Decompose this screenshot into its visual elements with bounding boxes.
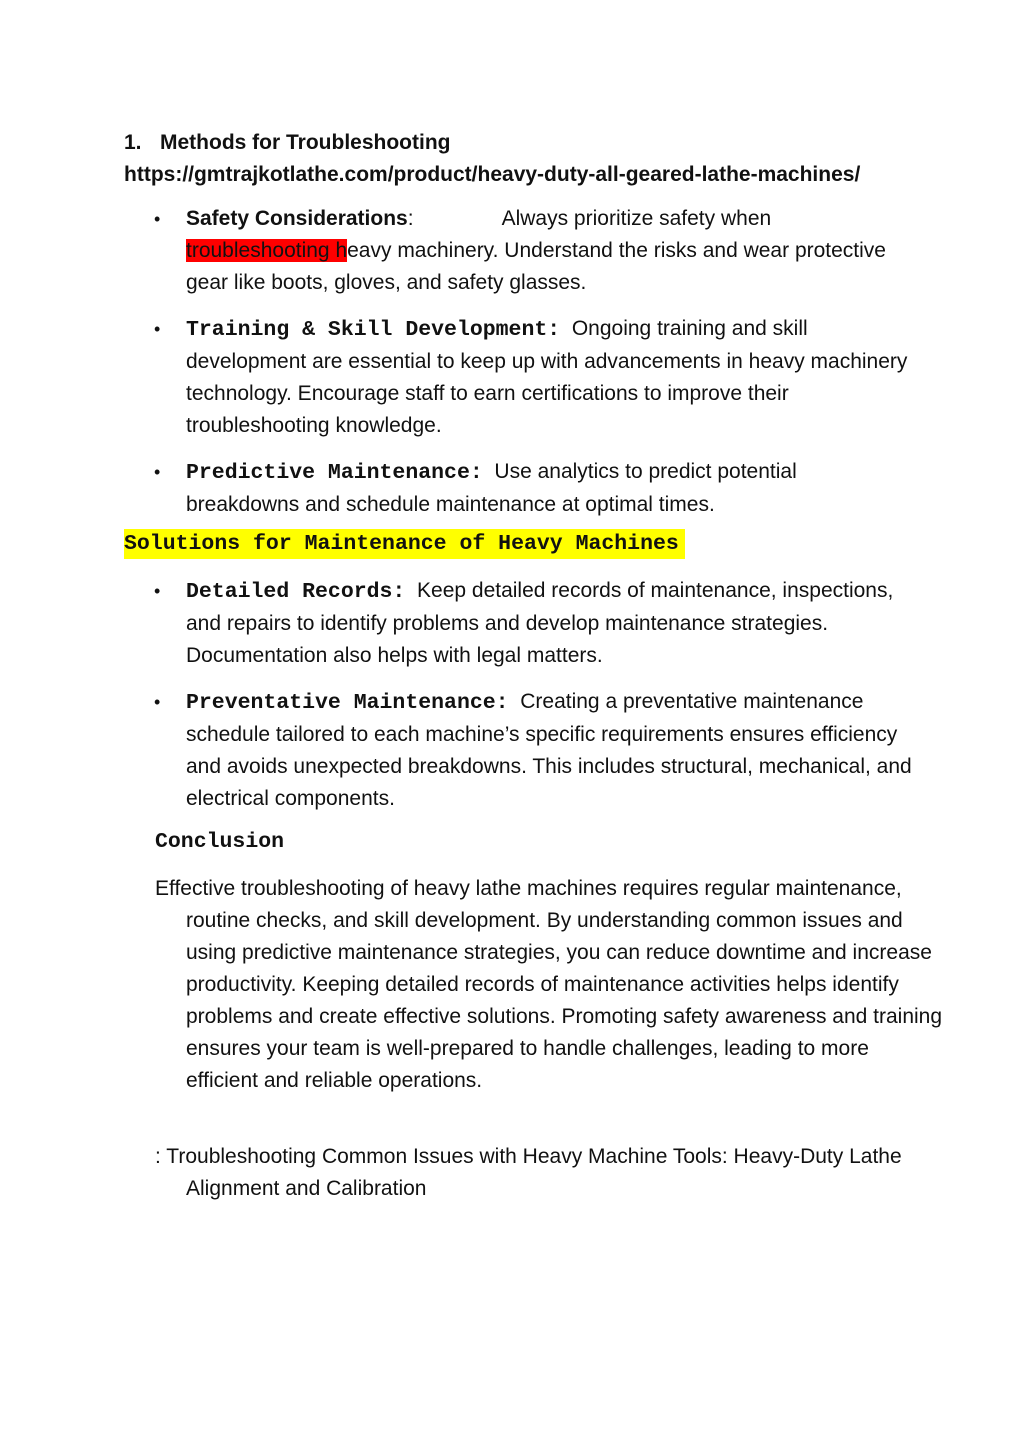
- section-number: 1.: [124, 131, 142, 154]
- term-predictive: Predictive Maintenance:: [186, 461, 483, 485]
- section-heading-solutions: Solutions for Maintenance of Heavy Machines: [124, 529, 685, 559]
- section-title: Methods for Troubleshooting: [160, 131, 451, 154]
- list-item-training: [152, 313, 912, 442]
- term-records: Detailed Records:: [186, 580, 406, 604]
- solutions-list: [152, 575, 912, 829]
- preventative-text: Creating a preventative maintenance schedule tailored to each machine’s specific requirements ensures efficiency and avoids unexpected breakdowns. This includes structural, mechanical, and electrical components.: [186, 690, 912, 810]
- list-item-predictive: [152, 456, 912, 521]
- safety-text-end: eavy machinery. Understand the risks and wear protective gear like boots, gloves, and safety glasses.: [186, 239, 886, 294]
- list-item-safety: [152, 203, 912, 299]
- bullet-icon: •: [154, 319, 161, 339]
- list-item-records: [152, 575, 912, 672]
- training-text: Ongoing training and skill development are essential to keep up with advancements in heavy machinery technology. Encourage staff to earn certifications to improve their troubleshooting knowledge.: [186, 317, 908, 437]
- term-preventative: Preventative Maintenance:: [186, 691, 509, 715]
- safety-text-start: Always prioritize safety when: [501, 207, 772, 230]
- term-training: Training & Skill Development:: [186, 318, 561, 342]
- section-heading-methods: [124, 127, 450, 159]
- term-colon: :: [407, 207, 414, 230]
- bullet-icon: •: [154, 209, 161, 229]
- records-text: Keep detailed records of maintenance, inspections, and repairs to identify problems and develop maintenance strategies. Documentation also helps with legal matters.: [186, 579, 894, 667]
- red-highlight-text: troubleshooting h: [186, 239, 348, 262]
- source-url[interactable]: https://gmtrajkotlathe.com/product/heavy-duty-all-geared-lathe-machines/: [124, 163, 861, 186]
- bullet-icon: •: [154, 692, 161, 712]
- footer-line: : Troubleshooting Common Issues with Heavy Machine Tools: Heavy-Duty Lathe Alignment and Calibration: [155, 1145, 902, 1200]
- term-safety: Safety Considerations: [186, 207, 408, 230]
- methods-list: [152, 203, 912, 535]
- list-item-preventative: [152, 686, 912, 815]
- conclusion-paragraph: Effective troubleshooting of heavy lathe machines requires regular maintenance, routine checks, and skill development. By understanding common issues and using predictive maintenance strategies, you can reduce downtime and increase productivity. Keeping detailed records of maintenance activities helps identify problems and create effective solutions. Promoting safety awareness and training ensures your team is well-prepared to handle challenges, leading to more efficient and reliable operations.: [155, 877, 943, 1092]
- predictive-text: Use analytics to predict potential breakdowns and schedule maintenance at optimal times.: [186, 460, 797, 516]
- bullet-icon: •: [154, 581, 161, 601]
- conclusion-heading: Conclusion: [155, 830, 285, 854]
- bullet-icon: •: [154, 462, 161, 482]
